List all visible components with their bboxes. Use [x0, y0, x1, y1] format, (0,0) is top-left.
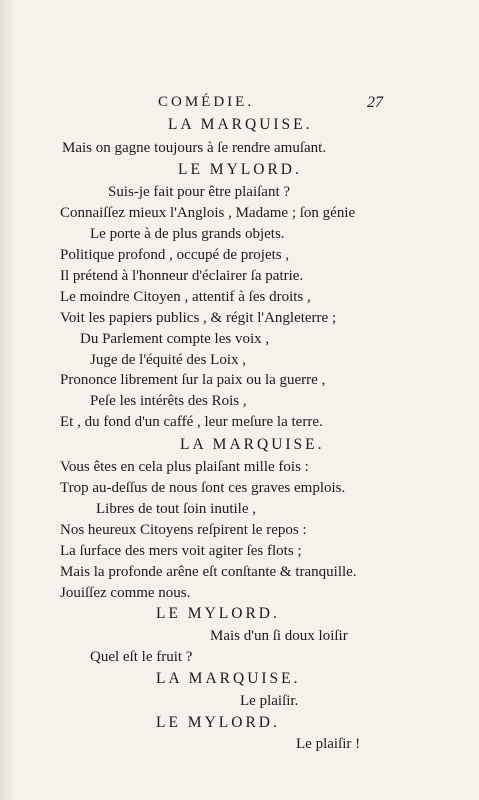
verse-line: Juge de l'équité des Loix ,	[90, 352, 246, 368]
running-title: COMÉDIE.	[158, 94, 255, 110]
verse-line: Il prétend à l'honneur d'éclairer ſa patrie.	[60, 268, 304, 284]
verse-line: Vous êtes en cela plus plaiſant mille fois :	[60, 459, 309, 475]
verse-line: Voit les papiers publics , & régit l'Angleterre ;	[60, 310, 337, 326]
verse-line: Prononce librement ſur la paix ou la guerre ,	[60, 372, 326, 388]
verse-line: Et , du fond d'un caffé , leur meſure la terre.	[60, 414, 323, 430]
speaker-heading: LE MYLORD.	[156, 714, 280, 731]
verse-line: Politique profond , occupé de projets ,	[60, 247, 290, 263]
verse-line: Jouiſſez comme nous.	[60, 585, 191, 601]
verse-line: Trop au-deſſus de nous ſont ces graves emplois.	[60, 480, 346, 496]
verse-line: Le moindre Citoyen , attentif à ſes droits ,	[60, 289, 311, 305]
verse-line: Mais la profonde arêne eſt conſtante & tranquille.	[60, 564, 357, 580]
verse-line: Le plaiſir.	[240, 693, 299, 709]
speaker-heading: LA MARQUISE.	[168, 116, 313, 133]
verse-line: La ſurface des mers voit agiter ſes flots ;	[60, 543, 302, 559]
page-number: 27	[367, 94, 383, 111]
verse-line: Mais on gagne toujours à ſe rendre amuſant.	[62, 140, 327, 156]
verse-line: Mais d'un ſi doux loiſir	[210, 628, 348, 644]
speaker-heading: LA MARQUISE.	[156, 670, 301, 687]
speaker-heading: LE MYLORD.	[178, 161, 302, 178]
speaker-heading: LA MARQUISE.	[180, 436, 325, 453]
gutter-shadow	[0, 0, 14, 800]
verse-line: Nos heureux Citoyens reſpirent le repos :	[60, 522, 307, 538]
speaker-heading: LE MYLORD.	[156, 605, 280, 622]
verse-line: Libres de tout ſoin inutile ,	[96, 501, 256, 517]
verse-line: Peſe les intérêts des Rois ,	[90, 393, 247, 409]
verse-line: Du Parlement compte les voix ,	[80, 331, 270, 347]
verse-line: Quel eſt le fruit ?	[90, 649, 193, 665]
verse-line: Le plaiſir !	[296, 736, 361, 752]
verse-line: Connaiſſez mieux l'Anglois , Madame ; ſon génie	[60, 205, 356, 221]
verse-line: Suis-je fait pour être plaiſant ?	[108, 184, 291, 200]
verse-line: Le porte à de plus grands objets.	[90, 226, 285, 242]
